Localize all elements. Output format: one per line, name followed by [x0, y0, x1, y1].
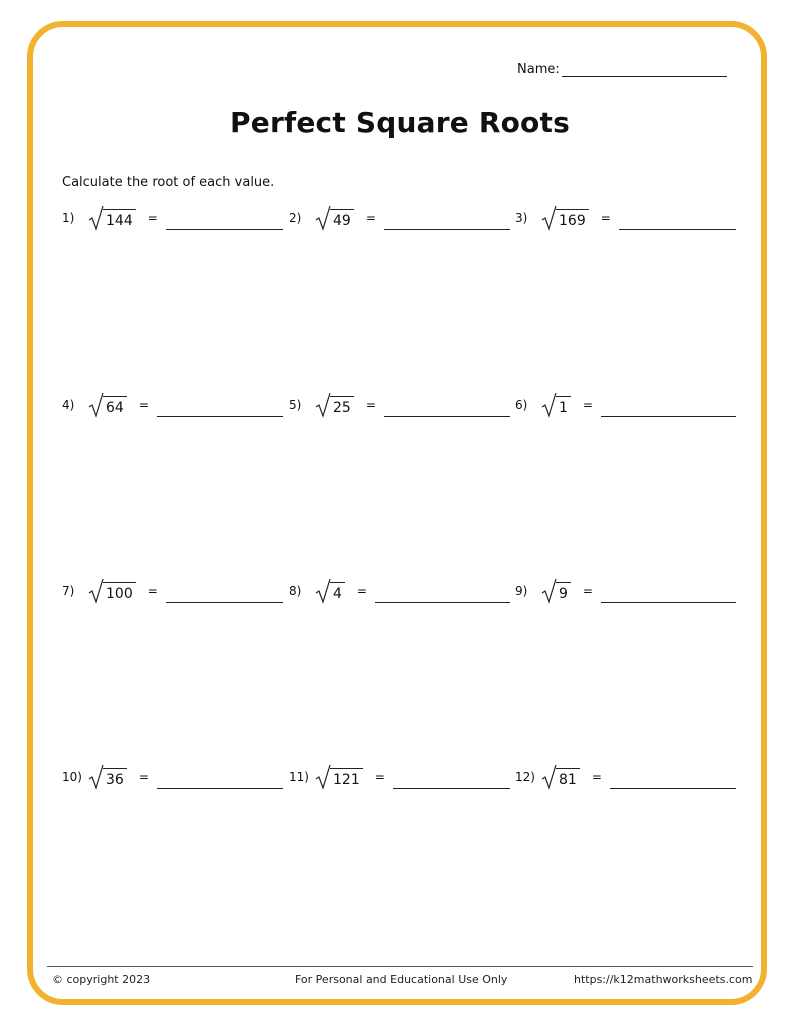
name-field[interactable]: [517, 62, 727, 77]
problem-number: 7): [62, 584, 75, 598]
name-blank-line[interactable]: [562, 62, 727, 77]
square-root-symbol: [88, 578, 136, 604]
square-root-symbol: [88, 764, 127, 790]
radicand: 49: [330, 209, 354, 231]
square-root-symbol: [315, 578, 345, 604]
equals-sign: =: [138, 398, 149, 412]
equals-sign: =: [147, 584, 158, 598]
equals-sign: =: [374, 770, 385, 784]
problem-number: 4): [62, 398, 75, 412]
problem-number: 6): [515, 398, 528, 412]
radicand: 64: [103, 396, 127, 418]
problem-7: [62, 578, 283, 604]
problem-6: [515, 392, 736, 418]
equals-sign: =: [582, 584, 593, 598]
problem-4: [62, 392, 283, 418]
problem-number: 12): [515, 770, 535, 784]
equals-sign: =: [365, 211, 376, 225]
problem-number: 3): [515, 211, 528, 225]
answer-blank[interactable]: [166, 217, 283, 230]
footer-usage-note: For Personal and Educational Use Only: [295, 973, 508, 986]
square-root-symbol: [541, 392, 571, 418]
answer-blank[interactable]: [157, 776, 283, 789]
radicand: 81: [556, 768, 580, 790]
equals-sign: =: [138, 770, 149, 784]
problem-10: [62, 764, 283, 790]
equals-sign: =: [147, 211, 158, 225]
problem-11: [289, 764, 510, 790]
answer-blank[interactable]: [610, 776, 736, 789]
problem-number: 8): [289, 584, 302, 598]
page-title: Perfect Square Roots: [230, 106, 570, 139]
problem-number: 10): [62, 770, 82, 784]
radicand: 36: [103, 768, 127, 790]
problem-number: 9): [515, 584, 528, 598]
square-root-symbol: [541, 205, 589, 231]
square-root-symbol: [315, 205, 354, 231]
square-root-symbol: [88, 392, 127, 418]
square-root-symbol: [88, 205, 136, 231]
footer-copyright: © copyright 2023: [52, 973, 151, 986]
problem-2: [289, 205, 510, 231]
footer-url: https://k12mathworksheets.com: [574, 973, 753, 986]
worksheet-border: [27, 21, 767, 1005]
radicand: 25: [330, 396, 354, 418]
instructions: Calculate the root of each value.: [62, 175, 275, 190]
answer-blank[interactable]: [166, 590, 283, 603]
radicand: 121: [330, 768, 363, 790]
problem-number: 2): [289, 211, 302, 225]
radicand: 100: [103, 582, 136, 604]
answer-blank[interactable]: [393, 776, 510, 789]
radicand: 4: [330, 582, 345, 604]
radicand: 1: [556, 396, 571, 418]
answer-blank[interactable]: [601, 404, 736, 417]
answer-blank[interactable]: [384, 217, 510, 230]
radicand: 169: [556, 209, 589, 231]
square-root-symbol: [541, 764, 580, 790]
answer-blank[interactable]: [375, 590, 510, 603]
problem-12: [515, 764, 736, 790]
square-root-symbol: [315, 392, 354, 418]
answer-blank[interactable]: [157, 404, 283, 417]
radicand: 144: [103, 209, 136, 231]
problem-8: [289, 578, 510, 604]
problem-number: 1): [62, 211, 75, 225]
name-label: Name:: [517, 62, 560, 77]
answer-blank[interactable]: [601, 590, 736, 603]
square-root-symbol: [541, 578, 571, 604]
equals-sign: =: [356, 584, 367, 598]
problem-3: [515, 205, 736, 231]
answer-blank[interactable]: [384, 404, 510, 417]
problem-number: 5): [289, 398, 302, 412]
equals-sign: =: [582, 398, 593, 412]
footer-divider: [47, 966, 753, 967]
problem-5: [289, 392, 510, 418]
equals-sign: =: [591, 770, 602, 784]
problem-1: [62, 205, 283, 231]
square-root-symbol: [315, 764, 363, 790]
equals-sign: =: [365, 398, 376, 412]
problem-9: [515, 578, 736, 604]
radicand: 9: [556, 582, 571, 604]
equals-sign: =: [600, 211, 611, 225]
problem-number: 11): [289, 770, 309, 784]
answer-blank[interactable]: [619, 217, 736, 230]
